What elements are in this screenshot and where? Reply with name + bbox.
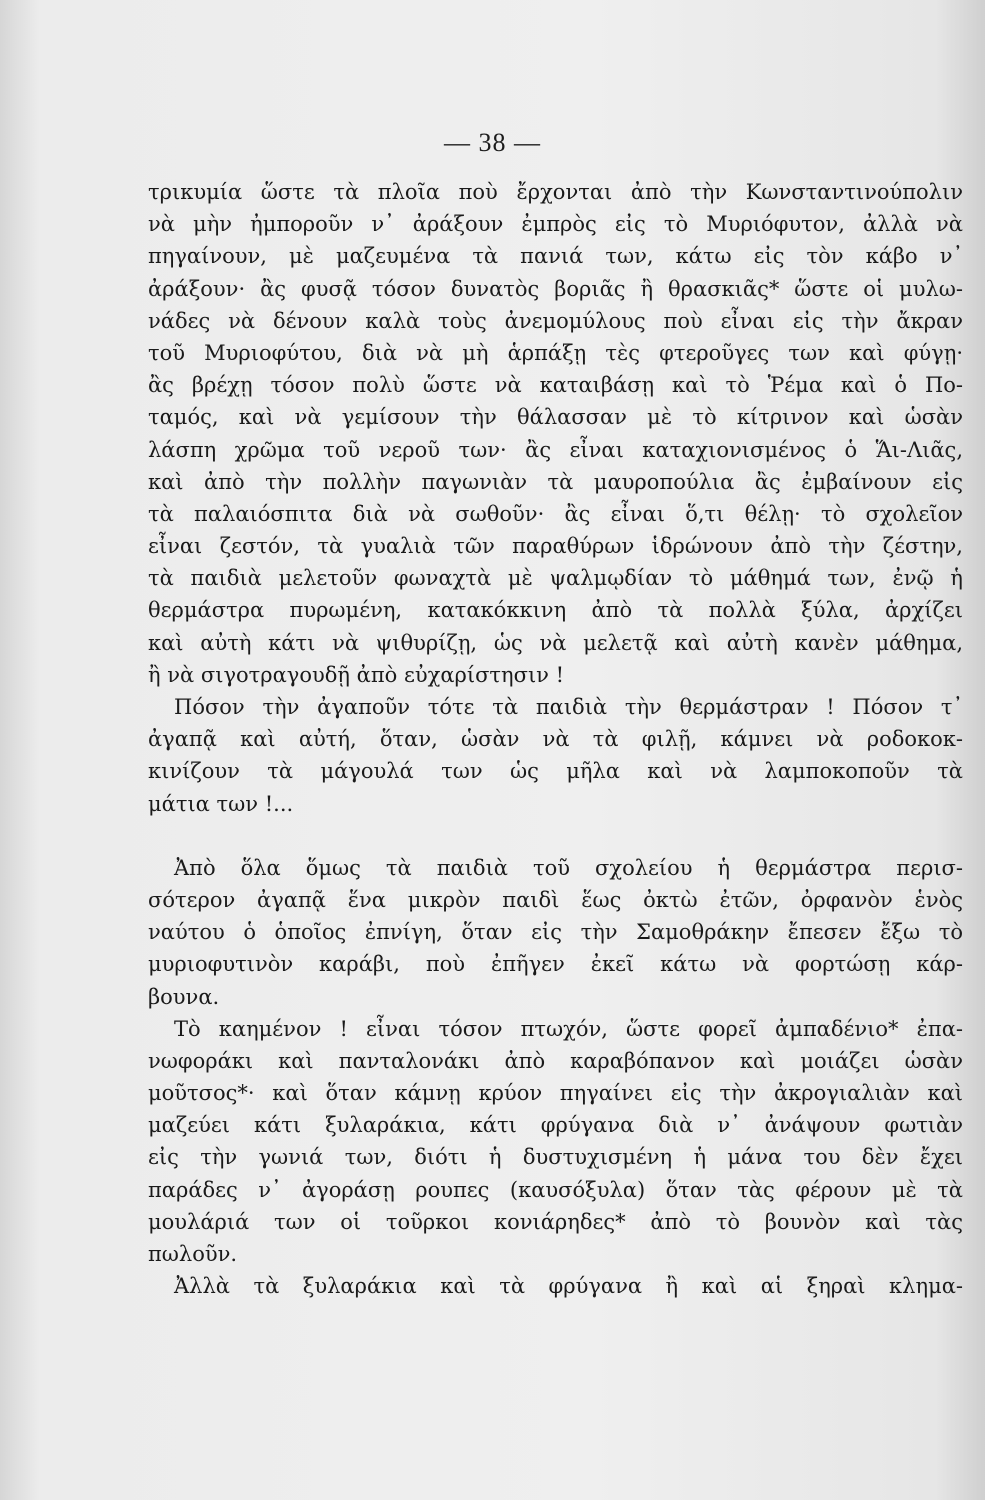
paragraph-gap: [148, 820, 963, 852]
paragraph: [148, 1270, 963, 1302]
text-line: νάδες νὰ δένουν καλὰ τοὺς ἀνεμομύλους ποὺ εἶναι εἰς τὴν ἄκραν: [148, 308, 963, 333]
text-line: ναύτου ὁ ὁποῖος ἐπνίγη, ὅταν εἰς τὴν Σαμοθράκην ἔπεσεν ἔξω τὸ: [148, 920, 963, 945]
paragraph: [148, 176, 963, 691]
text-line: κινίζουν τὰ μάγουλά των ὡς μῆλα καὶ νὰ λαμποκοποῦν τὰ: [148, 759, 963, 784]
text-line: Πόσον τὴν ἀγαποῦν τότε τὰ παιδιὰ τὴν θερμάστραν ! Πόσον τ᾿: [174, 695, 963, 719]
text-line: καὶ αὐτὴ κάτι νὰ ψιθυρίζῃ, ὡς νὰ μελετᾷ καὶ αὐτὴ κανὲν μάθημα,: [148, 630, 963, 655]
text-line: πωλοῦν.: [148, 1242, 238, 1266]
paragraph: [148, 1013, 963, 1271]
text-line: νὰ μὴν ἠμποροῦν ν᾿ ἀράξουν ἐμπρὸς εἰς τὸ Μυριόφυτον, ἀλλὰ νὰ: [148, 212, 963, 237]
text-line: εἰς τὴν γωνιά των, διότι ἡ δυστυχισμένη ἡ μάνα του δὲν ἔχει: [148, 1145, 963, 1170]
text-line: μυριοφυτινὸν καράβι, ποὺ ἐπῆγεν ἐκεῖ κάτω νὰ φορτώσῃ κάρ-: [148, 952, 963, 977]
text-line: τὰ παιδιὰ μελετοῦν φωναχτὰ μὲ ψαλμῳδίαν τὸ μάθημά των, ἐνῷ ἡ: [148, 566, 963, 591]
text-line: τρικυμία ὥστε τὰ πλοῖα ποὺ ἔρχονται ἀπὸ τὴν Κωνσταντινούπολιν: [148, 180, 963, 204]
text-line: ταμός, καὶ νὰ γεμίσουν τὴν θάλασσαν μὲ τὸ κίτρινον καὶ ὡσὰν: [148, 405, 963, 430]
text-line: τὰ παλαιόσπιτα διὰ νὰ σωθοῦν· ἂς εἶναι ὅ,τι θέλῃ· τὸ σχολεῖον: [148, 501, 963, 526]
text-line: μοῦτσος*· καὶ ὅταν κάμνῃ κρύον πηγαίνει εἰς τὴν ἀκρογιαλιὰν καὶ: [148, 1081, 963, 1106]
text-line: θερμάστρα πυρωμένη, κατακόκκινη ἀπὸ τὰ πολλὰ ξύλα, ἀρχίζει: [148, 598, 963, 623]
text-line: καὶ ἀπὸ τὴν πολλὴν παγωνιὰν τὰ μαυροπούλια ἂς ἐμβαίνουν εἰς: [148, 469, 963, 494]
text-line: ἀράξουν· ἂς φυσᾷ τόσον δυνατὸς βοριᾶς ἢ θρασκιᾶς* ὥστε οἱ μυλω-: [148, 276, 963, 301]
text-line: εἶναι ζεστόν, τὰ γυαλιὰ τῶν παραθύρων ἱδρώνουν ἀπὸ τὴν ζέστην,: [148, 534, 963, 559]
body-text: [148, 176, 963, 1302]
text-line: μουλάριά των οἱ τοῦρκοι κονιάρηδες* ἀπὸ τὸ βουνὸν καὶ τὰς: [148, 1209, 963, 1234]
text-line: λάσπη χρῶμα τοῦ νεροῦ των· ἂς εἶναι καταχιονισμένος ὁ Ἅι-Λιᾶς,: [148, 437, 963, 462]
text-line: ἢ νὰ σιγοτραγουδῇ ἀπὸ εὐχαρίστησιν !: [148, 662, 565, 687]
paragraph: [148, 852, 963, 1013]
text-line: μάτια των !...: [148, 791, 294, 816]
text-line: Ἀπὸ ὅλα ὅμως τὰ παιδιὰ τοῦ σχολείου ἡ θερμάστρα περισ-: [174, 855, 963, 880]
text-line: Ἀλλὰ τὰ ξυλαράκια καὶ τὰ φρύγανα ἢ καὶ αἱ ξηραὶ κλημα-: [174, 1274, 963, 1299]
text-line: μαζεύει κάτι ξυλαράκια, κάτι φρύγανα διὰ ν᾿ ἀνάψουν φωτιὰν: [148, 1113, 963, 1138]
paragraph: [148, 691, 963, 820]
text-line: παράδες ν᾿ ἀγοράσῃ ρουπες (καυσόξυλα) ὅταν τὰς φέρουν μὲ τὰ: [148, 1177, 963, 1202]
text-line: Τὸ καημένον ! εἶναι τόσον πτωχόν, ὥστε φορεῖ ἀμπαδένιο* ἐπα-: [174, 1016, 963, 1041]
text-line: πηγαίνουν, μὲ μαζευμένα τὰ πανιά των, κάτω εἰς τὸν κάβο ν᾿: [148, 244, 963, 269]
text-line: ἀγαπᾷ καὶ αὐτή, ὅταν, ὡσὰν νὰ τὰ φιλῇ, κάμνει νὰ ροδοκοκ-: [148, 727, 963, 752]
text-line: σότερον ἀγαπᾷ ἕνα μικρὸν παιδὶ ἕως ὀκτὼ ἐτῶν, ὀρφανὸν ἑνὸς: [148, 887, 963, 912]
text-line: τοῦ Μυριοφύτου, διὰ νὰ μὴ ἁρπάξῃ τὲς φτεροῦγες των καὶ φύγῃ·: [148, 340, 963, 365]
text-line: βουνα.: [148, 984, 220, 1009]
text-line: ἂς βρέχῃ τόσον πολὺ ὥστε νὰ καταιβάσῃ καὶ τὸ Ῥέμα καὶ ὁ Πο-: [148, 373, 963, 398]
text-line: νωφοράκι καὶ πανταλονάκι ἀπὸ καραβόπανον καὶ μοιάζει ὡσὰν: [148, 1048, 963, 1073]
page-number: — 38 —: [444, 128, 541, 157]
